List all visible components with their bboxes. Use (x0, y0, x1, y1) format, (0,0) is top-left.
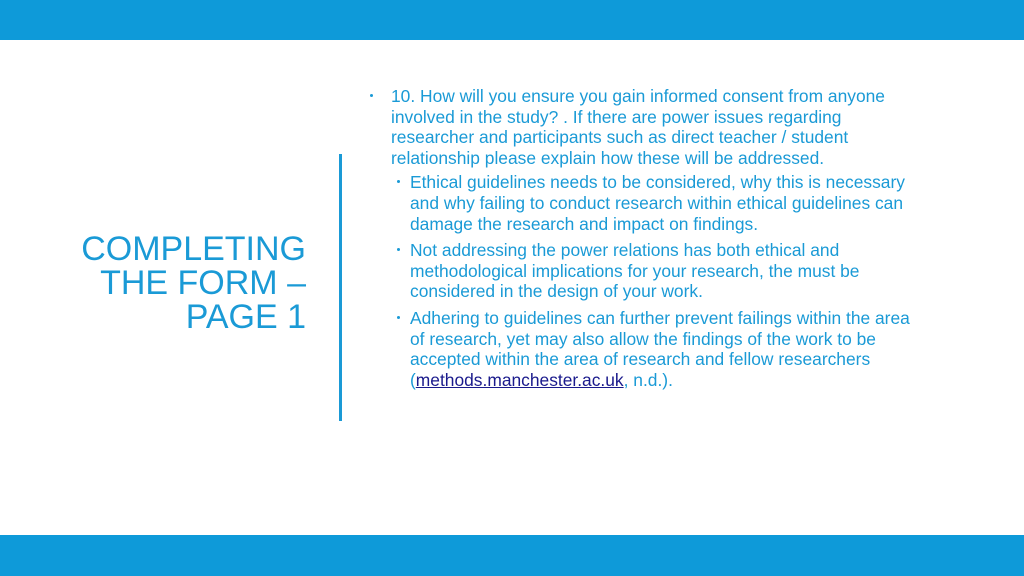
sub-bullet (368, 240, 928, 302)
sub-bullet-text: Not addressing the power relations has both ethical and methodological implications for your research, the must be considered in the design of your work. (410, 240, 860, 302)
bullet-icon (397, 248, 400, 251)
sub-bullet (368, 172, 928, 234)
title-line-2: THE FORM – (100, 264, 306, 302)
bullet-icon (370, 94, 373, 97)
bottom-accent-band (0, 535, 1024, 576)
title-line-1: COMPLETING (81, 230, 306, 268)
bullet-icon (397, 180, 400, 183)
bullet-icon (397, 316, 400, 319)
slide-body (368, 86, 928, 390)
sub-bullet-text-start: Adhering to guidelines can further prevent failings within the area of research, yet may also allow the findings of the work to be accepted within the area of research and fellow researchers ( (410, 307, 910, 390)
sub-bullet-text: Ethical guidelines needs to be considered, why this is necessary and why failing to conduct research within ethical guidelines can damage the research and impact on findings. (410, 172, 905, 234)
top-accent-band (0, 0, 1024, 40)
main-bullet-text: 10. How will you ensure you gain informed consent from anyone involved in the study? . If there are power issues regarding researcher and participants such as direct teacher / student relationship please explain how these will be addressed. (391, 86, 885, 168)
vertical-divider (339, 154, 342, 421)
title-line-3: PAGE 1 (185, 298, 306, 336)
sub-bullet (368, 308, 928, 390)
reference-link[interactable]: methods.manchester.ac.uk (415, 369, 624, 390)
slide-title (46, 232, 306, 334)
main-bullet (368, 86, 928, 168)
sub-bullet-text-end: , n.d.). (623, 369, 673, 390)
